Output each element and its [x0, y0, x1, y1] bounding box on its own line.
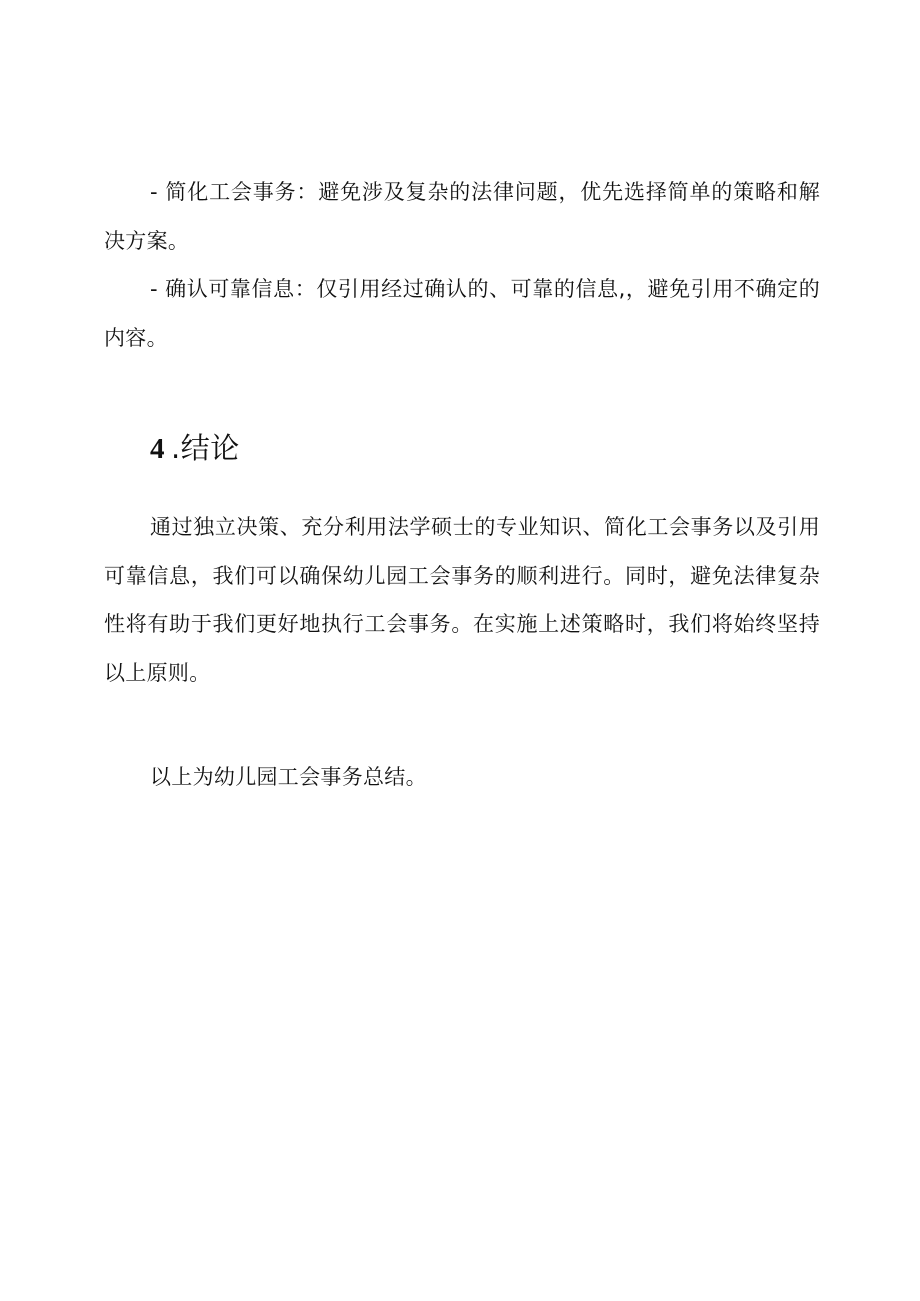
section-title: .结论	[171, 431, 240, 465]
list-item-simplify-union-affairs: - 简化工会事务：避免涉及复杂的法律问题，优先选择简单的策略和解决方案。	[104, 180, 820, 253]
closing-line: 以上为幼儿园工会事务总结。	[150, 765, 427, 789]
section-number: 4	[150, 433, 165, 465]
section-heading-conclusion	[150, 424, 240, 473]
conclusion-paragraph: 通过独立决策、充分利用法学硕士的专业知识、简化工会事务以及引用可靠信息，我们可以确保幼儿园工会事务的顺利进行。同时，避免法律复杂性将有助于我们更好地执行工会事务。在实施上述策略时，我们将始终坚持以上原则。	[104, 515, 820, 685]
list-item-confirm-reliable-info: - 确认可靠信息：仅引用经过确认的、可靠的信息,，避免引用不确定的内容。	[104, 277, 820, 350]
